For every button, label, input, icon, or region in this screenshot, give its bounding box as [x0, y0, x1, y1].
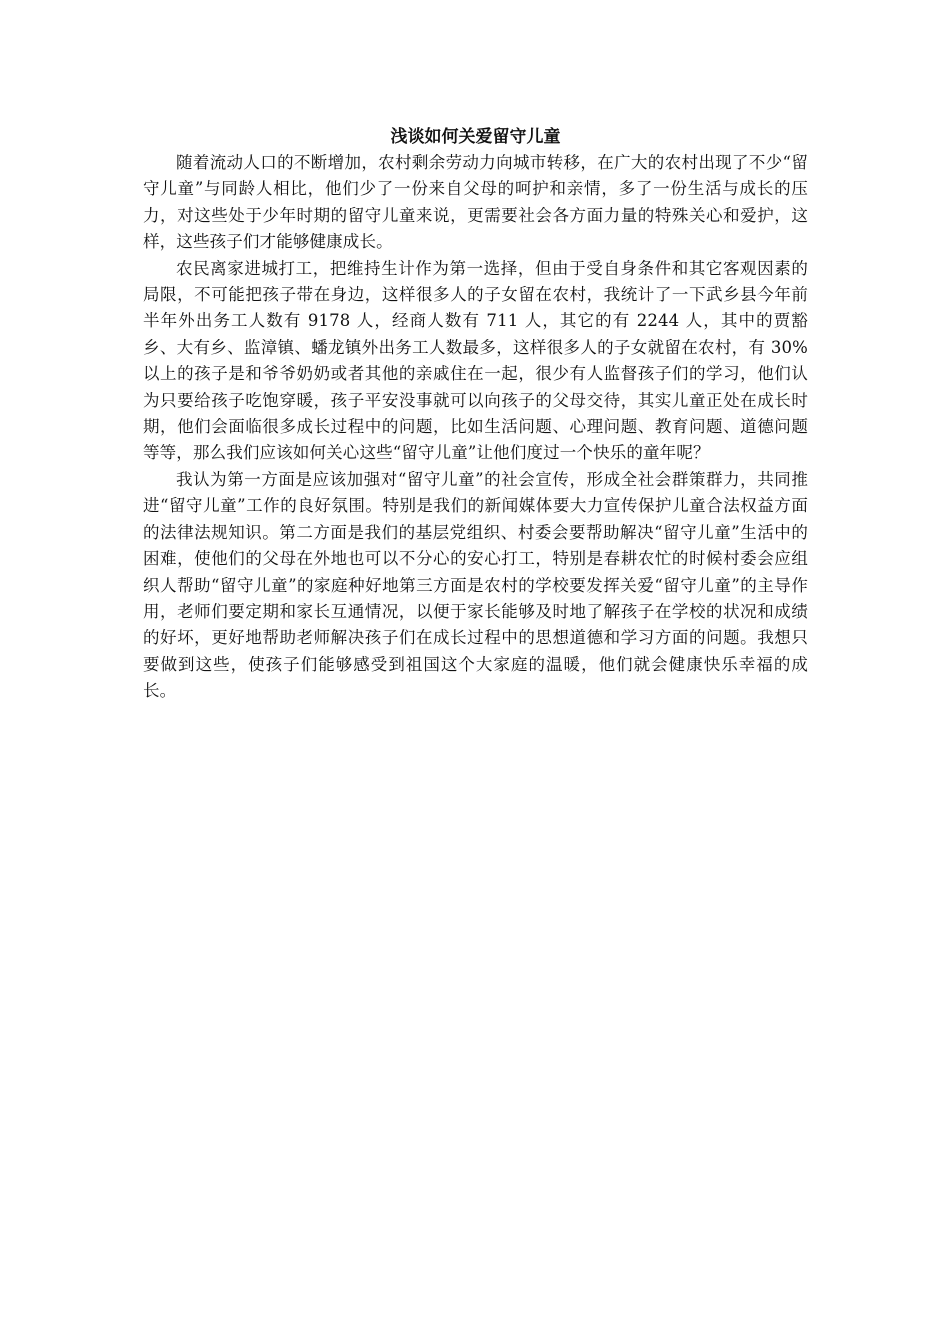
document-body — [143, 124, 808, 705]
paragraph-intro: 随着流动人口的不断增加，农村剩余劳动力向城市转移，在广大的农村出现了不少“留守儿童”与同龄人相比，他们少了一份来自父母的呵护和亲情，多了一份生活与成长的压力，对这些处于少年时期的留守儿童来说，更需要社会各方面力量的特殊关心和爱护，这样，这些孩子们才能够健康成长。 — [143, 153, 808, 252]
paragraph-situation: 农民离家进城打工，把维持生计作为第一选择，但由于受自身条件和其它客观因素的局限，不可能把孩子带在身边，这样很多人的子女留在农村，我统计了一下武乡县今年前半年外出务工人数有 9178 人，经商人数有 711 人，其它的有 2244 人，其中的贾豁乡、大有乡、监漳镇、蟠龙镇外出务工人数最多，这样很多人的子女就留在农村，有 30%以上的孩子是和爷爷奶奶或者其他的亲戚住在一起，很少有人监督孩子们的学习，他们认为只要给孩子吃饱穿暖，孩子平安没事就可以向孩子的父母交待，其实儿童正处在成长时期，他们会面临很多成长过程中的问题，比如生活问题、心理问题、教育问题、道德问题等等，那么我们应该如何关心这些“留守儿童”让他们度过一个快乐的童年呢？ — [143, 258, 808, 463]
document-title: 浅谈如何关爱留守儿童 — [390, 127, 561, 147]
paragraph-suggestions: 我认为第一方面是应该加强对“留守儿童”的社会宣传，形成全社会群策群力，共同推进“留守儿童”工作的良好氛围。特别是我们的新闻媒体要大力宣传保护儿童合法权益方面的法律法规知识。第二方面是我们的基层党组织、村委会要帮助解决“留守儿童”生活中的困难，使他们的父母在外地也可以不分心的安心打工，特别是春耕农忙的时候村委会应组织人帮助“留守儿童”的家庭种好地第三方面是农村的学校要发挥关爱“留守儿童”的主导作用，老师们要定期和家长互通情况，以便于家长能够及时地了解孩子在学校的状况和成绩的好坏，更好地帮助老师解决孩子们在成长过程中的思想道德和学习方面的问题。我想只要做到这些，使孩子们能够感受到祖国这个大家庭的温暖，他们就会健康快乐幸福的成长。 — [143, 469, 808, 701]
